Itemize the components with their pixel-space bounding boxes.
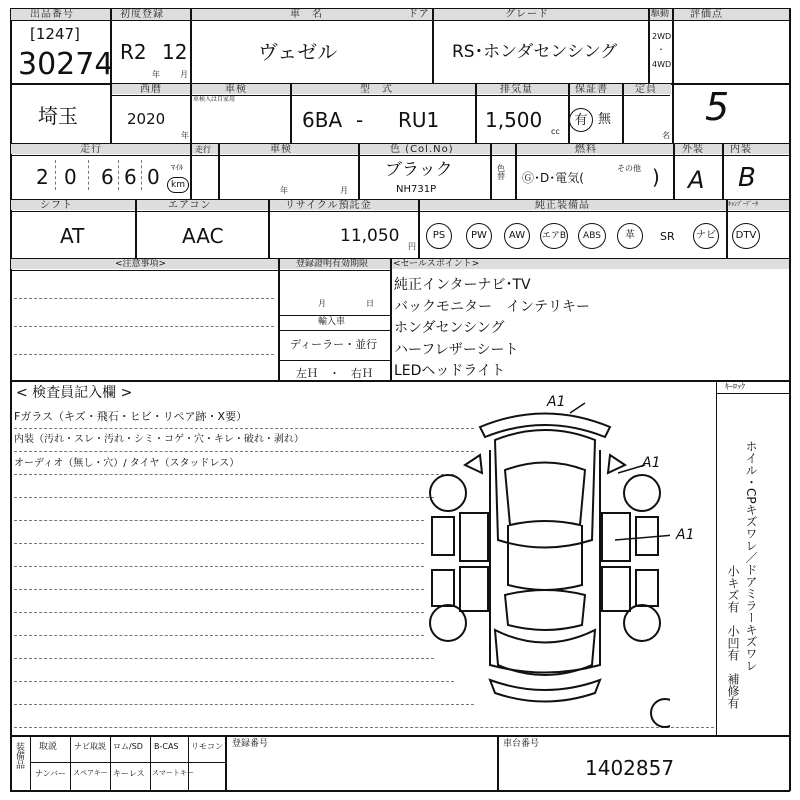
footer-left: 装備品: [14, 742, 24, 769]
v3-490: [490, 143, 492, 199]
footer-label: 取説: [39, 742, 58, 752]
notes-header: <注意事項>: [115, 259, 167, 269]
key-lock-header: ｷｰﾛｯｸ: [725, 382, 745, 391]
h5-330: [278, 330, 390, 331]
equip-leather: 革: [617, 223, 643, 249]
v4-268: [268, 199, 270, 258]
reg-era: R2: [120, 40, 147, 64]
fv-110: [110, 735, 111, 790]
insp-line: [14, 497, 434, 498]
footer-label2: スマートキー: [152, 769, 194, 777]
inspector-header: < 検査員記入欄 >: [16, 385, 133, 401]
warranty-header: 保証書: [575, 84, 608, 95]
damage-mark: A1: [676, 527, 695, 543]
v2-190: [190, 83, 192, 143]
insp-line: [14, 681, 454, 682]
fv-225: [225, 735, 227, 790]
recycle-header: リサイクル預託金: [285, 200, 372, 211]
v3-673: [673, 143, 675, 199]
mileage-digit: 2: [36, 165, 49, 189]
score-header: 評価点: [690, 9, 723, 20]
equipment-header: 純正装備品: [535, 200, 590, 211]
v-648: [648, 8, 650, 83]
v4-418: [418, 199, 420, 258]
insp-line: [14, 704, 474, 705]
type-prefix: 6BA: [302, 108, 343, 132]
insp-year: 年: [280, 186, 288, 195]
insp-line: [14, 566, 424, 567]
inspection-header: 車検: [225, 84, 247, 95]
warranty-yes: 有: [569, 108, 593, 132]
fh-762: [30, 762, 225, 763]
sales-line: バックモニター インテリキー: [394, 299, 590, 315]
note-line: [14, 298, 274, 299]
score-value: 5: [705, 85, 730, 129]
header-band-4: [11, 200, 789, 210]
inspector-line: Fガラス（キズ・飛石・ヒビ・リペア跡・X要）: [14, 410, 248, 423]
footer-label: B-CAS: [154, 742, 179, 751]
equip-sr: SR: [660, 230, 675, 243]
fuel-close: ): [652, 165, 660, 189]
interior-header: 内装: [730, 144, 752, 155]
fuel-header: 燃料: [575, 144, 597, 155]
shift-header: シフト: [40, 200, 73, 211]
chassis-number: 1402857: [585, 756, 675, 780]
side-note-1: ホイル・CPキズワレ／ドアミラーキズワレ: [744, 440, 758, 672]
side-col-hdr: [716, 393, 789, 394]
km-label: km: [167, 177, 189, 193]
grade-name: RS･ホンダセンシング: [452, 42, 618, 62]
v5-390: [390, 258, 392, 380]
digit-sep: [141, 160, 142, 190]
drive-4wd: 4WD: [652, 60, 672, 69]
reg-no-header: 登録番号: [232, 739, 269, 749]
first-reg-header: 初度登録: [120, 9, 164, 20]
note-line: [14, 354, 274, 355]
v-190: [190, 8, 192, 83]
damage-mark: A1: [642, 455, 661, 471]
v4-135: [135, 199, 137, 258]
v2-475: [475, 83, 477, 143]
footer-label: リモコン: [191, 742, 223, 751]
aircon-header: エアコン: [168, 200, 212, 211]
mileage-unit-header: 走行: [195, 145, 211, 154]
v2-568: [568, 83, 570, 143]
exterior-grade: A: [688, 166, 705, 194]
year-label: 年: [152, 70, 160, 79]
v3-190: [190, 143, 192, 199]
fuel-other: その他: [617, 164, 641, 173]
exterior-header: 外装: [682, 144, 704, 155]
month-label: 月: [180, 70, 188, 79]
row5-sub: [10, 270, 390, 271]
warranty-no: 無: [598, 112, 612, 127]
v3-218: [218, 143, 220, 199]
equip-dtv: DTV: [732, 223, 760, 249]
note-line: [14, 326, 274, 327]
region: 埼玉: [38, 104, 78, 128]
inspector-line: オーディオ（無し・穴）/ タイヤ（スタッドレス）: [14, 458, 240, 469]
model-header: 車 名: [290, 9, 323, 20]
v-672: [672, 8, 674, 143]
mileage-digit: 0: [64, 165, 77, 189]
lot-no-header: 出品番号: [30, 9, 74, 20]
reg-month-label: 月: [318, 299, 326, 308]
doors-header: ドア: [408, 9, 430, 20]
keyless-header: ｷｬﾝﾌﾟｰﾃﾞｰﾀ: [728, 201, 759, 208]
frame-left: [10, 8, 12, 791]
v3-722: [722, 143, 724, 199]
year-header: 西暦: [140, 84, 162, 95]
insp-line: [14, 612, 424, 613]
footer-label2: スペアキー: [73, 769, 108, 777]
car-diagram: [420, 395, 670, 730]
footer-label: ナビ取説: [74, 742, 106, 751]
footer-label2: ナンバー: [35, 769, 67, 778]
color-swap: 色替: [497, 164, 505, 181]
digit-sep: [118, 160, 119, 190]
recycle-value: 11,050: [340, 226, 400, 246]
cc-label: cc: [551, 127, 560, 136]
v3-358: [358, 143, 360, 199]
v2-290: [290, 83, 292, 143]
color-header: 色 (Col.No): [390, 144, 454, 155]
year-value: 2020: [127, 110, 166, 128]
v-432: [432, 8, 434, 83]
drive-header: 駆動: [651, 9, 670, 19]
equip-ps: PS: [426, 223, 452, 249]
digit-sep: [88, 160, 89, 190]
equip-abs: ABS: [578, 223, 606, 249]
type-dash: -: [356, 108, 364, 132]
sales-line: 純正インターナビ･TV: [394, 277, 531, 293]
insp-line: [14, 543, 424, 544]
digit-sep: [55, 160, 56, 190]
displacement-header: 排気量: [500, 84, 533, 95]
reg-expiry-header: 登録證明有効期限: [296, 259, 369, 269]
inspector-line: 内装（汚れ・スレ・汚れ・シミ・コゲ・穴・キレ・破れ・剥れ）: [14, 434, 304, 445]
insp-line: [14, 635, 424, 636]
inspection-note: 車検入は自家用: [193, 96, 236, 103]
insp-line: [14, 451, 474, 452]
mile-label: ﾏｲﾙ: [171, 163, 183, 172]
drive-2wd: 2WD: [652, 32, 672, 41]
h5-315: [278, 315, 390, 316]
fv-188: [188, 735, 189, 790]
grade-header: グレード: [505, 9, 549, 20]
v3-515: [515, 143, 517, 199]
equip-airbag: エアB: [540, 223, 568, 249]
mileage-digit: 6: [124, 165, 137, 189]
insp-line: [14, 658, 434, 659]
year-suffix: 年: [181, 131, 189, 140]
insp-line: [14, 589, 424, 590]
sales-line: LEDヘッドライト: [394, 363, 506, 379]
footer-label2: キーレス: [113, 769, 145, 778]
lot-code: [1247]: [30, 25, 80, 43]
insp-line: [14, 428, 474, 429]
import-value: ディーラー・並行: [290, 338, 378, 351]
equip-navi: ナビ: [693, 223, 719, 249]
frame-right: [789, 8, 791, 791]
reg-day-label: 日: [366, 299, 374, 308]
mileage-digit: 0: [147, 165, 160, 189]
side-col: [716, 380, 717, 735]
equip-pw: PW: [466, 223, 492, 249]
side-note-2: 小キズ有 小凹有 補修有: [726, 565, 740, 709]
row4-sub: [10, 211, 790, 212]
steering: 左Ｈ ・ 右Ｈ: [296, 367, 373, 380]
frame-bottom: [10, 790, 790, 792]
fv-150: [150, 735, 151, 790]
fv-70: [70, 735, 71, 790]
insp-line: [14, 474, 454, 475]
color-name: ブラック: [385, 160, 453, 180]
interior-grade: B: [738, 163, 756, 193]
fuel-options: Ⓖ･D･電気(: [522, 171, 584, 185]
capacity-unit: 名: [662, 131, 670, 140]
footer-label: ロム/SD: [113, 742, 143, 751]
import-header: 輸入車: [318, 317, 346, 327]
drive-sep: ・: [657, 45, 665, 54]
color-code: NH731P: [396, 184, 437, 195]
lot-number: 30274: [18, 47, 114, 82]
damage-mark: A1: [547, 394, 566, 410]
capacity-header: 定員: [635, 84, 657, 95]
sales-points-header: <セールスポイント>: [393, 259, 480, 269]
recycle-yen: 円: [408, 242, 416, 251]
shift-value: AT: [60, 224, 85, 248]
inspection-header-2: 車検: [270, 144, 292, 155]
type-header: 型 式: [360, 84, 393, 95]
fv-497: [497, 735, 499, 790]
equip-aw: AW: [504, 223, 530, 249]
insp-month: 月: [340, 186, 348, 195]
mileage-header: 走行: [80, 144, 102, 155]
v5-278: [278, 258, 280, 380]
row5-bottom: [10, 380, 790, 382]
sales-line: ホンダセンシング: [394, 320, 505, 336]
h5-360: [278, 360, 390, 361]
v2-622: [622, 83, 624, 143]
insp-line: [14, 520, 424, 521]
model-name: ヴェゼル: [258, 40, 338, 64]
displacement-value: 1,500: [485, 108, 543, 132]
type-code: RU1: [398, 108, 440, 132]
mileage-digit: 6: [101, 165, 114, 189]
aircon-value: AAC: [182, 224, 224, 248]
reg-month: 12: [162, 40, 188, 64]
sales-line: ハーフレザーシート: [394, 342, 519, 358]
footer-top: [10, 735, 790, 737]
chassis-header: 車台番号: [503, 739, 540, 749]
